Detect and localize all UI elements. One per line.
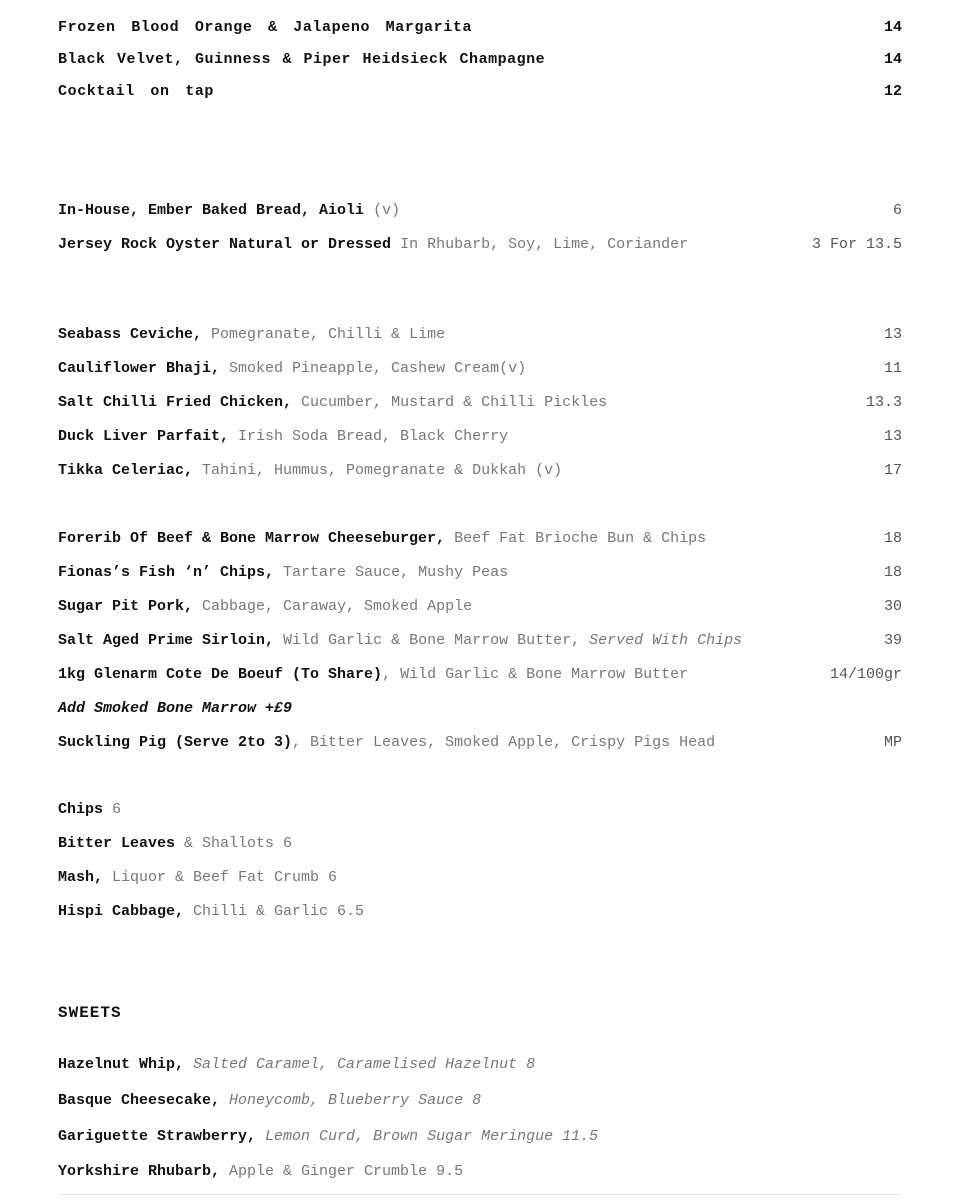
menu-item <box>58 325 902 345</box>
item-description: Tahini, Hummus, Pomegranate & Dukkah (v) <box>193 462 563 479</box>
item-name: Cauliflower Bhaji, <box>58 360 221 377</box>
item-price: 13 <box>883 428 902 445</box>
sweet-item <box>58 1091 902 1111</box>
item-description: Wild Garlic & Bone Marrow Butter, <box>274 632 581 649</box>
menu-item <box>58 201 902 221</box>
item-price: 18 <box>883 564 902 581</box>
item-price: 18 <box>883 530 902 547</box>
item-description: Salted Caramel, Caramelised Hazelnut 8 <box>184 1056 536 1073</box>
item-name: Salt Chilli Fried Chicken, <box>58 394 293 411</box>
item-name: Yorkshire Rhubarb, <box>58 1163 221 1180</box>
menu-item <box>58 631 902 651</box>
item-name: Fionas’s Fish ‘n’ Chips, <box>58 564 275 581</box>
menu-item <box>58 529 902 549</box>
menu-item <box>58 665 902 685</box>
menu-item <box>58 427 902 447</box>
item-description: Liquor & Beef Fat Crumb 6 <box>103 869 338 886</box>
item-description: Pomegranate, Chilli & Lime <box>202 326 446 343</box>
item-name: Basque Cheesecake, <box>58 1092 221 1109</box>
sweet-item <box>58 1127 902 1147</box>
item-note: Served With Chips <box>580 632 743 649</box>
menu-item <box>58 18 902 38</box>
item-price: 14 <box>883 51 902 68</box>
item-name: Seabass Ceviche, <box>58 326 203 343</box>
item-description: Honeycomb, Blueberry Sauce 8 <box>220 1092 482 1109</box>
menu-item <box>58 461 902 481</box>
item-name: Hispi Cabbage, <box>58 903 185 920</box>
item-description: 6 <box>103 801 122 818</box>
item-name: Tikka Celeriac, <box>58 462 194 479</box>
section-heading-sweets: SWEETS <box>58 1004 122 1022</box>
side-item <box>58 834 902 854</box>
item-price: 6 <box>892 202 902 219</box>
menu-item <box>58 50 902 70</box>
item-name: Salt Aged Prime Sirloin, <box>58 632 275 649</box>
item-price: 11 <box>883 360 902 377</box>
side-item <box>58 868 902 888</box>
side-item <box>58 800 902 820</box>
item-name: Black Velvet, Guinness & Piper Heidsieck Champagne <box>58 51 546 68</box>
side-item <box>58 902 902 922</box>
item-price: 13 <box>883 326 902 343</box>
item-price: 30 <box>883 598 902 615</box>
item-description: Lemon Curd, Brown Sugar Meringue 11.5 <box>256 1128 599 1145</box>
item-name: Frozen Blood Orange & Jalapeno Margarita <box>58 19 473 36</box>
sweet-item <box>58 1055 902 1075</box>
item-price: 13.3 <box>865 394 902 411</box>
addon-text: Add Smoked Bone Marrow +£9 <box>58 700 293 717</box>
item-description: Chilli & Garlic 6.5 <box>184 903 365 920</box>
item-description: Irish Soda Bread, Black Cherry <box>229 428 509 445</box>
menu-page <box>58 0 902 1200</box>
item-description: Cucumber, Mustard & Chilli Pickles <box>292 394 608 411</box>
item-description: (v) <box>364 202 401 219</box>
item-name: Duck Liver Parfait, <box>58 428 230 445</box>
item-description: Apple & Ginger Crumble 9.5 <box>220 1163 464 1180</box>
menu-item <box>58 359 902 379</box>
item-name: Jersey Rock Oyster Natural or Dressed <box>58 236 392 253</box>
item-price: 3 For 13.5 <box>811 236 902 253</box>
menu-addon <box>58 699 902 719</box>
item-name: Bitter Leaves <box>58 835 176 852</box>
item-name: 1kg Glenarm Cote De Boeuf (To Share) <box>58 666 383 683</box>
item-description: Smoked Pineapple, Cashew Cream(v) <box>220 360 527 377</box>
item-description: , Bitter Leaves, Smoked Apple, Crispy Pigs Head <box>292 734 716 751</box>
item-description: , Wild Garlic & Bone Marrow Butter <box>382 666 689 683</box>
item-description: In Rhubarb, Soy, Lime, Coriander <box>391 236 689 253</box>
item-name: In-House, Ember Baked Bread, Aioli <box>58 202 365 219</box>
menu-item <box>58 733 902 753</box>
item-name: Sugar Pit Pork, <box>58 598 194 615</box>
item-price: 12 <box>883 83 902 100</box>
item-description: Cabbage, Caraway, Smoked Apple <box>193 598 473 615</box>
item-description: Beef Fat Brioche Bun & Chips <box>445 530 707 547</box>
item-name: Mash, <box>58 869 104 886</box>
item-price: MP <box>883 734 902 751</box>
item-description: Tartare Sauce, Mushy Peas <box>274 564 509 581</box>
sweet-item <box>58 1162 902 1182</box>
menu-item <box>58 597 902 617</box>
menu-item <box>58 563 902 583</box>
item-description: & Shallots 6 <box>175 835 293 852</box>
item-name: Gariguette Strawberry, <box>58 1128 257 1145</box>
item-price: 39 <box>883 632 902 649</box>
item-name: Forerib Of Beef & Bone Marrow Cheeseburger, <box>58 530 446 547</box>
bottom-divider <box>58 1194 902 1195</box>
item-name: Cocktail on tap <box>58 83 215 100</box>
item-name: Chips <box>58 801 104 818</box>
menu-item <box>58 82 902 102</box>
menu-item <box>58 393 902 413</box>
item-price: 14 <box>883 19 902 36</box>
item-price: 14/100gr <box>829 666 902 683</box>
item-price: 17 <box>883 462 902 479</box>
item-name: Suckling Pig (Serve 2to 3) <box>58 734 293 751</box>
item-name: Hazelnut Whip, <box>58 1056 185 1073</box>
menu-item <box>58 235 902 255</box>
